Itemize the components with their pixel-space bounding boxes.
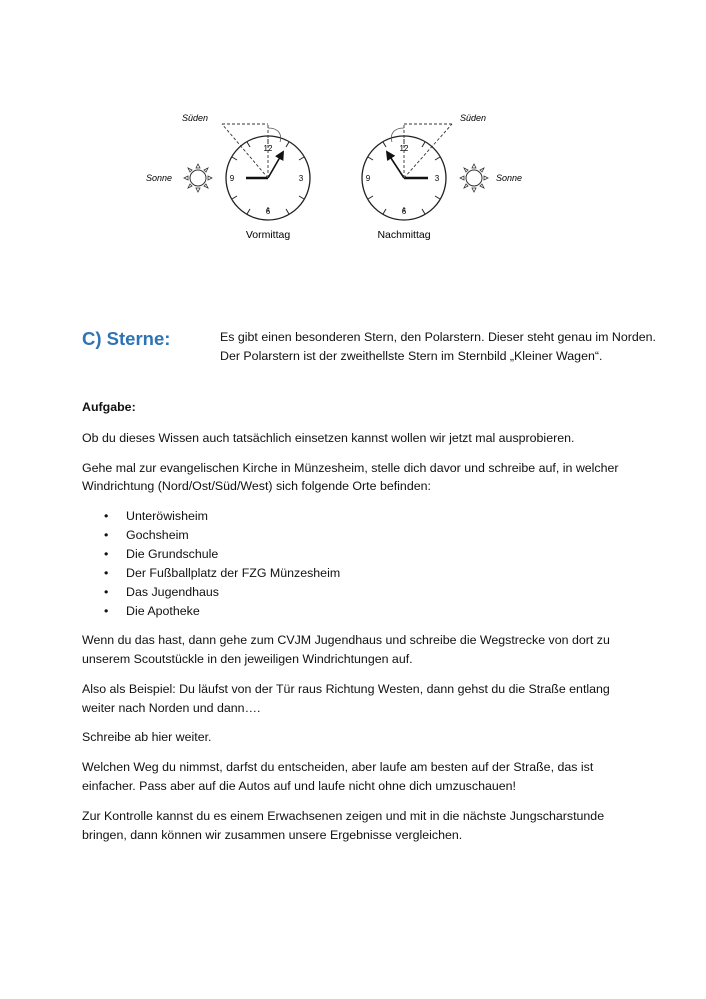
- places-list: [82, 507, 622, 621]
- paragraph: [82, 807, 622, 845]
- clock-diagram: [140, 108, 560, 248]
- task-body: [82, 398, 622, 855]
- clock-number-6: 6: [401, 207, 407, 216]
- paragraph-line: Welchen Weg du nimmst, darfst du entscheiden, aber laufe am besten auf der Straße, das ist: [82, 760, 594, 775]
- paragraph-line: bringen, dann können wir zusammen unsere Ergebnisse vergleichen.: [82, 827, 463, 842]
- bullet-icon: •: [104, 585, 109, 600]
- clock-number-6: 6: [265, 207, 271, 216]
- paragraph-line: einfacher. Pass aber auf die Autos auf und laufe nicht ohne dich umzuschauen!: [82, 778, 516, 793]
- paragraph-line: Ob du dieses Wissen auch tatsächlich einsetzen kannst wollen wir jetzt mal ausprobieren.: [82, 430, 575, 445]
- sonne-label-left: Sonne: [146, 173, 173, 183]
- paragraph-line: Also als Beispiel: Du läufst von der Tür raus Richtung Westen, dann gehst du die Straße entlang: [82, 681, 610, 696]
- paragraph: [82, 728, 622, 747]
- paragraph: [82, 758, 622, 796]
- clock-vormittag: [146, 113, 310, 241]
- paragraph: [82, 631, 622, 669]
- paragraph-line: Wenn du das hast, dann gehe zum CVJM Jugendhaus und schreibe die Wegstrecke von dort zu: [82, 633, 610, 648]
- list-item: [82, 602, 622, 621]
- list-item-label: Gochsheim: [126, 528, 189, 543]
- list-item: [82, 507, 622, 526]
- sueden-label-left: Süden: [182, 113, 209, 123]
- clock-number-9: 9: [365, 174, 371, 183]
- paragraph: [82, 429, 622, 448]
- clock-number-12: 12: [263, 144, 273, 153]
- list-item: [82, 545, 622, 564]
- bullet-icon: •: [104, 566, 109, 581]
- clock-number-3: 3: [298, 174, 304, 183]
- section-text-line: Der Polarstern ist der zweithellste Stern im Sternbild „Kleiner Wagen“.: [220, 348, 603, 363]
- clock-number-9: 9: [229, 174, 235, 183]
- paragraph-line: weiter nach Norden und dann….: [82, 700, 261, 715]
- sun-icon: [460, 164, 488, 192]
- clock-nachmittag: [362, 113, 522, 241]
- bullet-icon: •: [104, 528, 109, 543]
- sonne-label-right: Sonne: [496, 173, 523, 183]
- minute-hand: [268, 152, 283, 178]
- sueden-label-right: Süden: [460, 113, 487, 123]
- list-item-label: Unteröwisheim: [126, 509, 208, 524]
- paragraph-line: Gehe mal zur evangelischen Kirche in Münzesheim, stelle dich davor und schreibe auf, in welcher: [82, 460, 619, 475]
- paragraph-line: unserem Scoutstückle in den jeweiligen Windrichtungen auf.: [82, 651, 413, 666]
- section-text: [220, 328, 660, 365]
- clock-number-3: 3: [434, 174, 440, 183]
- list-item: [82, 583, 622, 602]
- list-item-label: Die Apotheke: [126, 604, 200, 619]
- list-item: [82, 564, 622, 583]
- list-item-label: Die Grundschule: [126, 547, 219, 562]
- bullet-icon: •: [104, 547, 109, 562]
- clock-compass-figure: [140, 108, 560, 248]
- section-title: C) Sterne:: [82, 328, 171, 349]
- clock-number-12: 12: [399, 144, 409, 153]
- bullet-icon: •: [104, 604, 109, 619]
- paragraph: [82, 459, 622, 497]
- list-item-label: Der Fußballplatz der FZG Münzesheim: [126, 566, 341, 581]
- section-text-line: Es gibt einen besonderen Stern, den Polarstern. Dieser steht genau im Norden.: [220, 330, 656, 344]
- vormittag-label: Vormittag: [245, 229, 291, 241]
- sun-icon: [184, 164, 212, 192]
- task-heading: Aufgabe:: [82, 400, 136, 414]
- minute-hand: [387, 152, 404, 178]
- south-direction-line: [222, 124, 268, 178]
- paragraph-line: Schreibe ab hier weiter.: [82, 730, 212, 745]
- list-item: [82, 526, 622, 545]
- paragraph: [82, 680, 622, 718]
- list-item-label: Das Jugendhaus: [126, 585, 219, 600]
- paragraph-line: Zur Kontrolle kannst du es einem Erwachsenen zeigen und mit in die nächste Jungscharstunde: [82, 808, 605, 823]
- paragraph-line: Windrichtung (Nord/Ost/Süd/West) sich folgende Orte befinden:: [82, 479, 431, 494]
- nachmittag-label: Nachmittag: [377, 229, 431, 241]
- bullet-icon: •: [104, 509, 109, 524]
